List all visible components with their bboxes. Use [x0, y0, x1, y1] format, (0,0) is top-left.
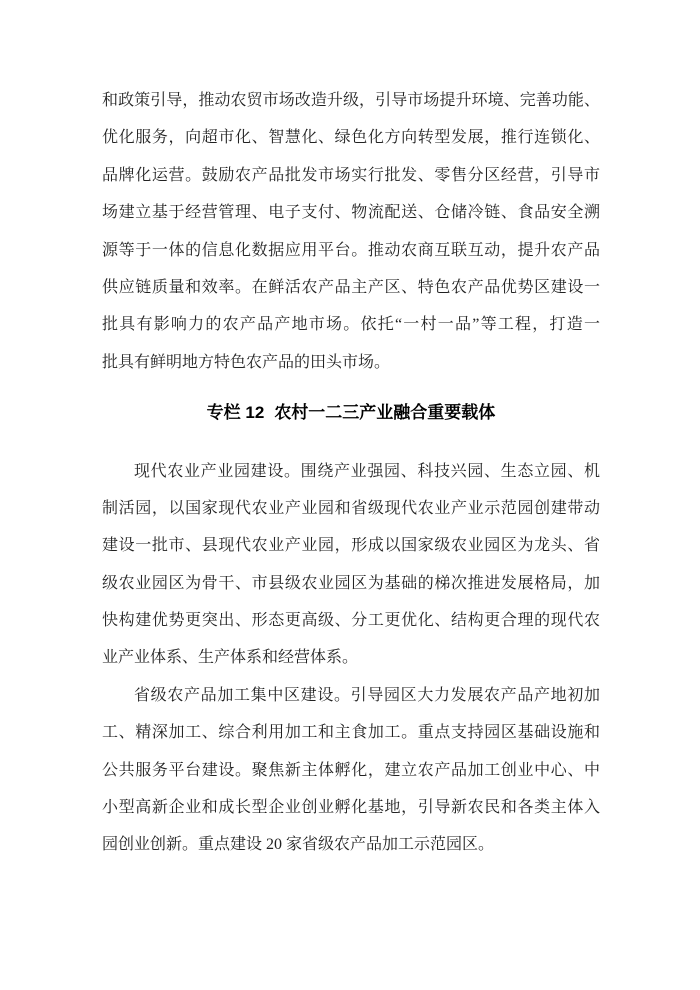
text-line: 建设一批市、县现代农业产业园，形成以国家级农业园区为龙头、省 [102, 537, 600, 555]
text-line: 优化服务，向超市化、智慧化、绿色化方向转型发展，推行连锁化、 [102, 129, 600, 147]
paragraph-processing-concentration-zone [102, 677, 600, 864]
text-line: 业产业体系、生产体系和经营体系。 [102, 649, 359, 667]
text-line: 园创业创新。重点建设 20 家省级农产品加工示范园区。 [102, 836, 495, 854]
text-line: 小型高新企业和成长型企业创业孵化基地，引导新农民和各类主体入 [102, 799, 600, 817]
text-line: 省级农产品加工集中区建设。引导园区大力发展农产品产地初加 [134, 686, 600, 704]
paragraph-agri-market-upgrade [102, 82, 600, 381]
text-line: 供应链质量和效率。在鲜活农产品主产区、特色农产品优势区建设一 [102, 278, 600, 296]
panel-title: 农村一二三产业融合重要载体 [274, 403, 496, 423]
text-line: 和政策引导，推动农贸市场改造升级，引导市场提升环境、完善功能、 [102, 92, 600, 109]
panel-label: 专栏 12 [206, 403, 265, 423]
text-line: 现代农业产业园建设。围绕产业强园、科技兴园、生态立园、机 [134, 462, 600, 480]
text-line: 品牌化运营。鼓励农产品批发市场实行批发、零售分区经营，引导市 [102, 166, 600, 184]
text-line: 快构建优势更突出、形态更高级、分工更优化、结构更合理的现代农 [102, 612, 600, 630]
paragraph-modern-agri-industrial-park [102, 453, 600, 677]
page-content [102, 82, 600, 864]
text-line: 制活园，以国家现代农业产业园和省级现代农业产业示范园创建带动 [102, 499, 600, 517]
text-line: 工、精深加工、综合利用加工和主食加工。重点支持园区基础设施和 [102, 724, 600, 742]
panel-12-heading [102, 394, 600, 431]
text-line: 批具有鲜明地方特色农产品的田头市场。 [102, 353, 391, 371]
text-line: 公共服务平台建设。聚焦新主体孵化，建立农产品加工创业中心、中 [102, 761, 600, 779]
text-line: 源等于一体的信息化数据应用平台。推动农商互联互动，提升农产品 [102, 241, 600, 259]
text-line: 场建立基于经营管理、电子支付、物流配送、仓储冷链、食品安全溯 [102, 204, 600, 222]
text-line: 级农业园区为骨干、市县级农业园区为基础的梯次推进发展格局，加 [102, 574, 600, 592]
text-line: 批具有影响力的农产品产地市场。依托“一村一品”等工程，打造一 [102, 316, 600, 334]
